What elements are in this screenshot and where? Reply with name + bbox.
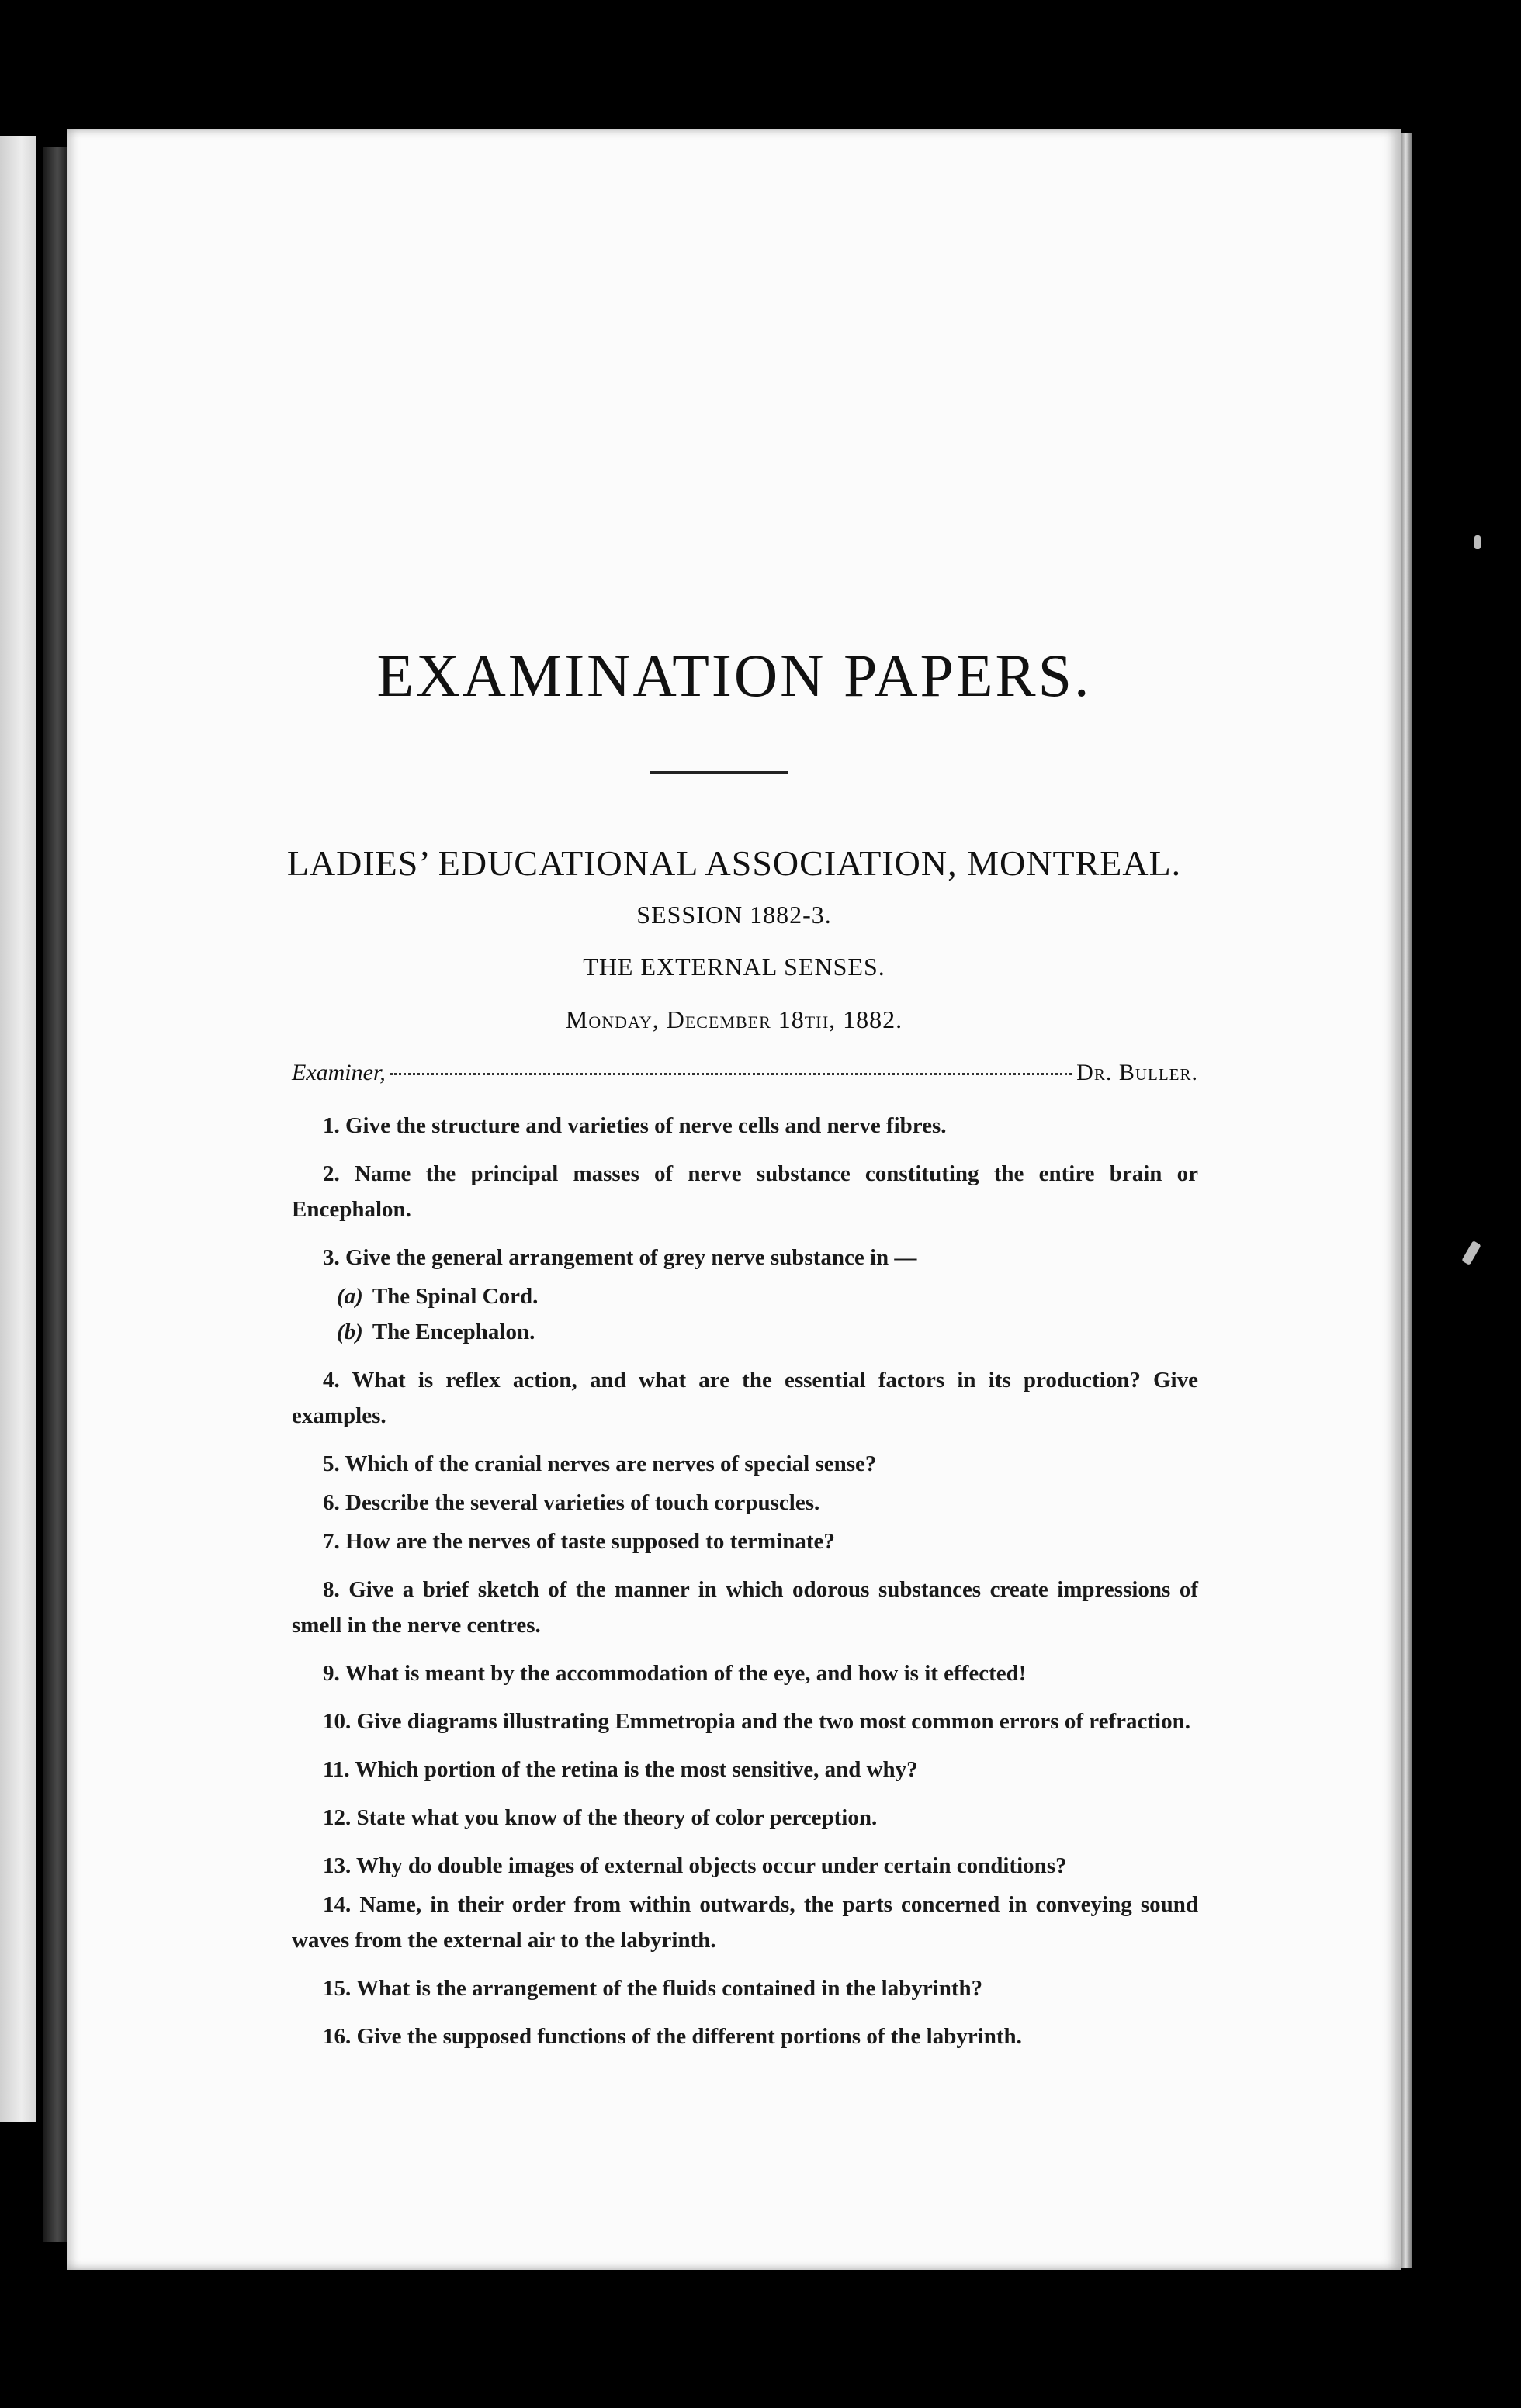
question-item: 14. Name, in their order from within outwards, the parts concerned in conveying sound waves from the external air to the labyrinth.: [292, 1892, 1198, 1953]
question-item: 11. Which portion of the retina is the most sensitive, and why?: [323, 1757, 918, 1782]
question-item: 16. Give the supposed functions of the different portions of the labyrinth.: [323, 2024, 1022, 2049]
question-list: [292, 1108, 1198, 2067]
subitem-letter: (b): [337, 1320, 363, 1344]
title-divider: [650, 771, 788, 774]
question-item: 13. Why do double images of external objects occur under certain conditions?: [323, 1853, 1067, 1878]
question-subitem: [337, 1314, 1198, 1350]
question-item: 15. What is the arrangement of the fluids contained in the labyrinth?: [323, 1976, 983, 2001]
subitem-text: The Spinal Cord.: [372, 1284, 539, 1309]
dust-speck: [1461, 1240, 1481, 1265]
question-item: 7. How are the nerves of taste supposed to terminate?: [323, 1529, 835, 1554]
question-item: 2. Name the principal masses of nerve substance constituting the entire brain or Encephalon.: [292, 1161, 1198, 1222]
subitem-text: The Encephalon.: [372, 1320, 535, 1344]
question-item: 5. Which of the cranial nerves are nerves of special sense?: [323, 1451, 877, 1476]
subitem-letter: (a): [337, 1284, 363, 1309]
leader-dots: [390, 1073, 1072, 1075]
question-item: 1. Give the structure and varieties of nerve cells and nerve fibres.: [323, 1113, 947, 1138]
dust-speck: [1474, 535, 1481, 549]
question-item: 3. Give the general arrangement of grey nerve substance in —: [323, 1245, 917, 1270]
examiner-label: Examiner,: [292, 1060, 386, 1085]
examiner-name: Dr. Buller.: [1076, 1060, 1198, 1085]
question-subitem: [337, 1278, 1198, 1314]
question-item: 10. Give diagrams illustrating Emmetropia and the two most common errors of refraction.: [323, 1709, 1190, 1734]
subject-heading: THE EXTERNAL SENSES.: [583, 953, 885, 981]
association-heading: LADIES’ EDUCATIONAL ASSOCIATION, MONTREAL.: [286, 843, 1182, 883]
question-item: 12. State what you know of the theory of color perception.: [323, 1805, 878, 1830]
question-item: 8. Give a brief sketch of the manner in which odorous substances create impressions of smell in the nerve centres.: [292, 1577, 1198, 1638]
session-line: SESSION 1882-3.: [636, 901, 832, 929]
page-right-edge: [1401, 133, 1412, 2268]
question-item: 6. Describe the several varieties of touch corpuscles.: [323, 1490, 820, 1515]
facing-page-edge: [0, 136, 36, 2122]
question-item: 4. What is reflex action, and what are the essential factors in its production? Give examples.: [292, 1368, 1198, 1428]
book-spine: [43, 147, 67, 2242]
question-item: 9. What is meant by the accommodation of the eye, and how is it effected!: [323, 1661, 1027, 1686]
examiner-line: [292, 1060, 1198, 1086]
page-title: EXAMINATION PAPERS.: [376, 642, 1092, 709]
exam-date: Monday, December 18th, 1882.: [565, 1005, 903, 1033]
document-page: [67, 129, 1401, 2270]
